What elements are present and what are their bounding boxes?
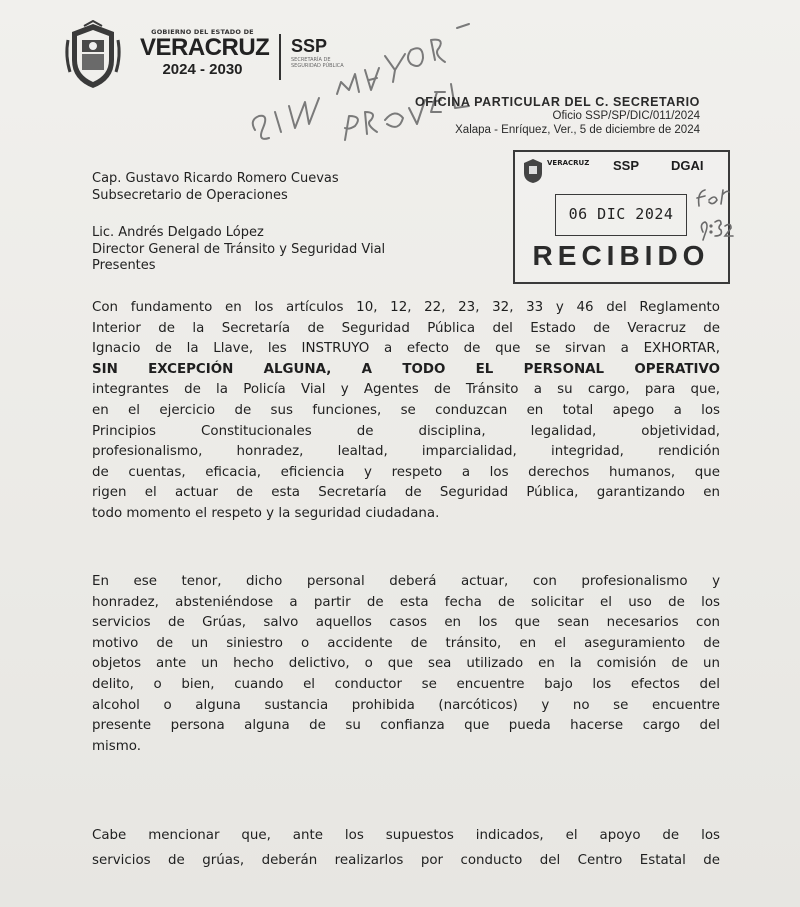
agency-name: SECRETARÍA DE SEGURIDAD PÚBLICA — [291, 57, 344, 69]
stamp-date: 06 DIC 2024 — [568, 205, 674, 223]
stamp-seal-icon — [521, 158, 545, 184]
paragraph-line: En ese tenor, dicho personal deberá actuar, con profesionalismo y — [92, 574, 720, 589]
place-and-date: Xalapa - Enríquez, Ver., 5 de diciembre de 2024 — [455, 124, 700, 136]
stamp-department-label: DGAI — [671, 158, 704, 173]
agency-abbreviation: SSP — [291, 36, 328, 56]
paragraph-line: motivo de un siniestro o accidente de tránsito, en el aseguramiento de — [92, 635, 720, 651]
government-label: GOBIERNO DEL ESTADO DE — [151, 28, 254, 36]
paragraph-line-emphasis: SIN EXCEPCIÓN ALGUNA, A TODO EL PERSONAL OPERATIVO — [92, 361, 720, 377]
paragraph-line: Interior de la Secretaría de Seguridad Pública del Estado de Veracruz de — [92, 320, 720, 336]
paragraph-line: todo momento el respeto y la seguridad ciudadana. — [92, 505, 440, 521]
veracruz-coat-of-arms-icon — [62, 20, 124, 92]
stamp-received-label: RECIBIDO — [532, 240, 710, 271]
paragraph-line: presente persona alguna de su confianza que pueda hacerse cargo del — [92, 718, 720, 734]
paragraph-line: Ignacio de la Llave, les INSTRUYO a efecto de que se sirvan a EXHORTAR, — [92, 341, 720, 357]
document-reference: Oficio SSP/SP/DIC/011/2024 — [552, 110, 700, 122]
addressee-1-title: Subsecretario de Operaciones — [92, 187, 288, 203]
paragraph-line: Cabe mencionar que, ante los supuestos indicados, el apoyo de los — [92, 828, 720, 843]
paragraph-line: mismo. — [92, 738, 141, 754]
addressee-1 — [92, 171, 339, 204]
handwritten-initials-and-time — [695, 182, 735, 242]
paragraph-line: servicios de Grúas, salvo aquellos casos en los que sean necesarios con — [92, 615, 720, 631]
body-paragraph-1 — [92, 298, 720, 525]
paragraph-line: integrantes de la Policía Vial y Agentes de Tránsito a su cargo, para que, — [92, 382, 720, 398]
paragraph-line: servicios de grúas, deberán realizarlos por conducto del Centro Estatal de — [92, 853, 720, 868]
paragraph-line: honradez, absteniéndose a partir de esta fecha de solicitar el uso de los — [92, 594, 720, 610]
paragraph-line: alcohol o alguna sustancia prohibida (narcóticos) y no se encuentre — [92, 697, 720, 713]
addressees-closing: Presentes — [92, 258, 156, 273]
state-name: VERACRUZ — [140, 34, 270, 61]
body-paragraph-2 — [92, 572, 720, 757]
addressee-2 — [92, 225, 385, 275]
administration-years: 2024 - 2030 — [162, 61, 243, 78]
addressee-2-title: Director General de Tránsito y Seguridad Vial — [92, 241, 386, 257]
office-name: OFICINA PARTICULAR DEL C. SECRETARIO — [414, 95, 700, 109]
stamp-header — [521, 158, 721, 188]
received-stamp — [513, 150, 730, 284]
paragraph-line: Con fundamento en los artículos 10, 12, 22, 23, 32, 33 y 46 del Reglamento — [92, 300, 720, 315]
paragraph-line: objetos ante un hecho delictivo, o que sea utilizado en la comisión de un — [92, 656, 720, 672]
office-header — [415, 95, 700, 137]
paragraph-line: profesionalismo, honradez, lealtad, imparcialidad, integridad, rendición — [92, 444, 720, 460]
body-paragraph-3 — [92, 823, 720, 873]
addressee-2-name: Lic. Andrés Delgado López — [92, 225, 264, 240]
paragraph-line: Principios Constitucionales de disciplina, legalidad, objetividad, — [92, 423, 720, 439]
paragraph-line: en el ejercicio de sus funciones, se conduzcan en total apego a los — [92, 402, 720, 418]
addressee-1-name: Cap. Gustavo Ricardo Romero Cuevas — [92, 171, 339, 186]
paragraph-line: de cuentas, eficacia, eficiencia y respeto a los derechos humanos, que — [92, 464, 720, 480]
handwritten-note — [245, 20, 485, 160]
stamp-date-box — [555, 194, 687, 236]
stamp-state-label: VERACRUZ — [547, 159, 590, 167]
paragraph-line: rigen el actuar de esta Secretaría de Seguridad Pública, garantizando en — [92, 485, 720, 501]
paragraph-line: delito, o bien, cuando el conductor se encuentre bajo los efectos del — [92, 676, 720, 692]
stamp-agency-label: SSP — [613, 158, 640, 173]
